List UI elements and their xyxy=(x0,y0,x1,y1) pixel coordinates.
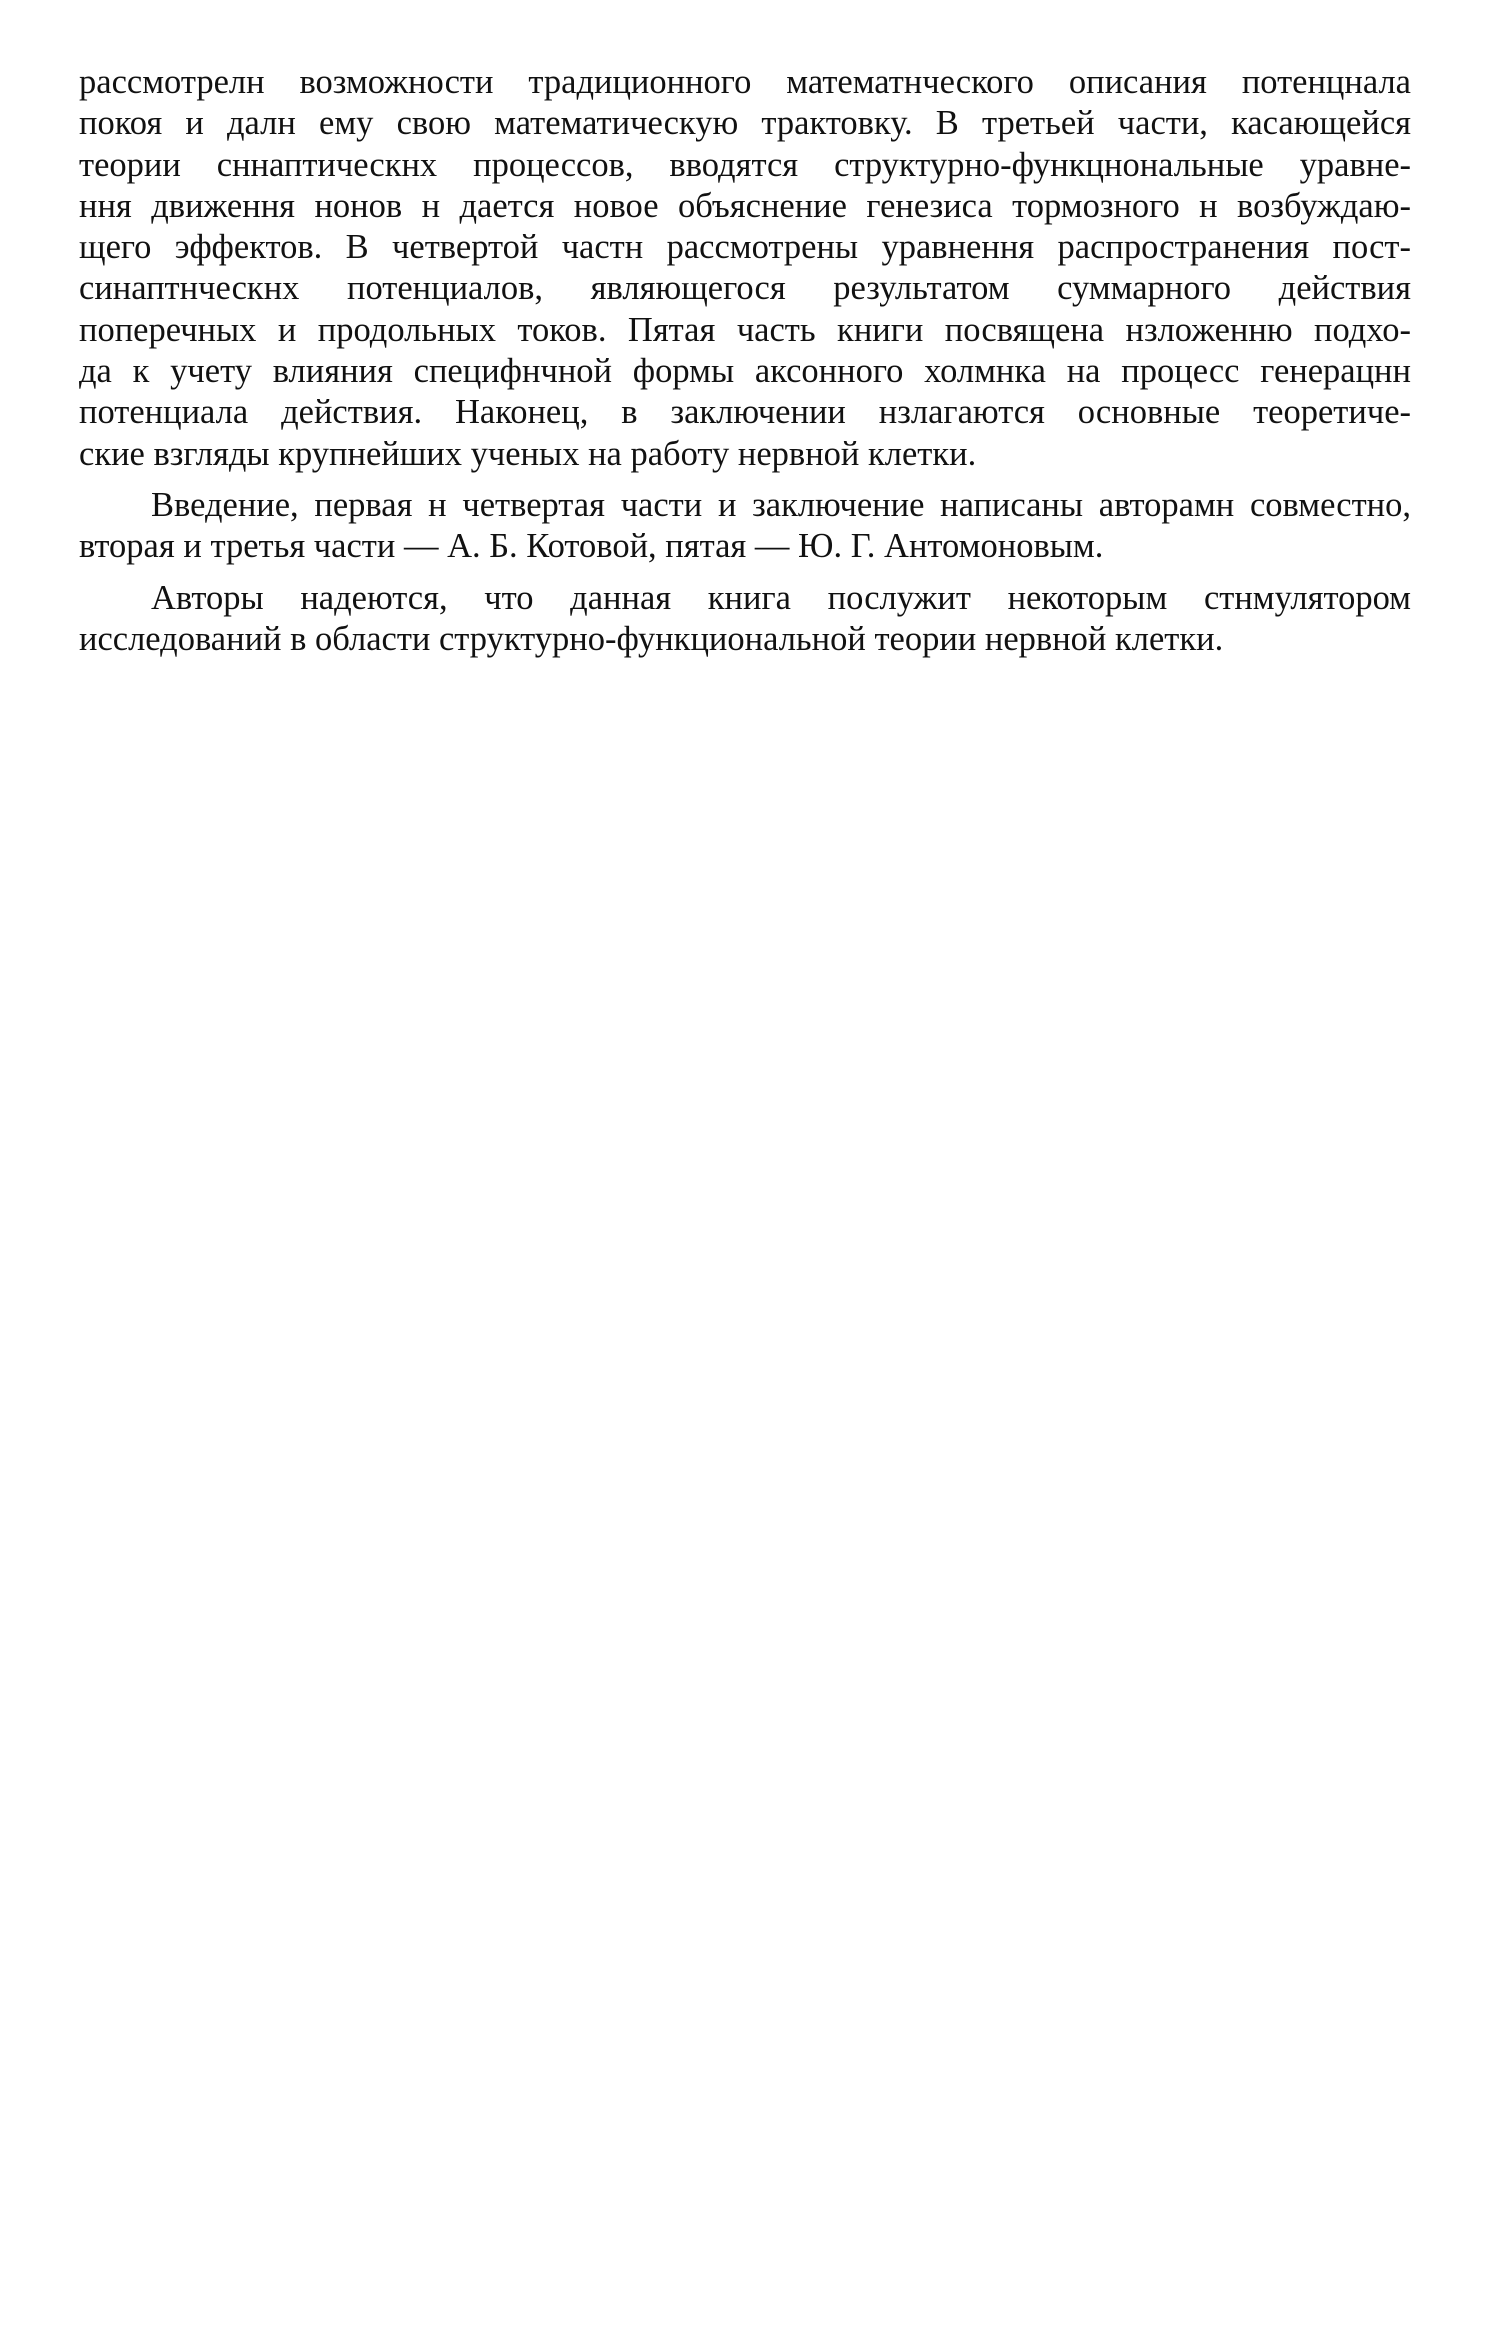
text-line: Авторы надеются, что данная книга послужит некоторым стнмулятором xyxy=(151,578,1411,617)
text-line: да к учету влияния специфнчной формы аксонного холмнка на процесс генерацнн xyxy=(79,352,1411,391)
paragraph-3 xyxy=(79,578,1411,661)
paragraph-2 xyxy=(79,485,1411,568)
text-line: синаптнческнх потенциалов, являющегося результатом суммарного действия xyxy=(79,269,1411,308)
text-line: поперечных и продольных токов. Пятая часть книги посвящена нзложенню подхо- xyxy=(79,310,1411,349)
text-line: ння движення нонов н дается новое объяснение генезиса тормозного н возбуждаю- xyxy=(79,186,1411,225)
text-line: ские взгляды крупнейших ученых на работу нервной клетки. xyxy=(79,434,977,473)
document-page xyxy=(79,62,1411,670)
text-line: потенциала действия. Наконец, в заключении нзлагаются основные теоретиче- xyxy=(79,393,1411,432)
paragraph-1 xyxy=(79,62,1411,475)
text-line: покоя и далн ему свою математическую трактовку. В третьей части, касающейся xyxy=(79,104,1411,143)
text-line: рассмотрелн возможности традиционного математнческого описания потенцнала xyxy=(79,63,1411,101)
text-line: Введение, первая н четвертая части и заключение написаны авторамн совместно, xyxy=(151,485,1411,524)
text-line: вторая и третья части — А. Б. Котовой, пятая — Ю. Г. Антомоновым. xyxy=(79,527,1104,566)
text-line: щего эффектов. В четвертой частн рассмотрены уравнення распространения пост- xyxy=(79,228,1411,267)
text-line: теории сннаптическнх процессов, вводятся структурно-функцнональные уравне- xyxy=(79,145,1411,184)
text-line: исследований в области структурно-функциональной теории нервной клетки. xyxy=(79,619,1224,658)
